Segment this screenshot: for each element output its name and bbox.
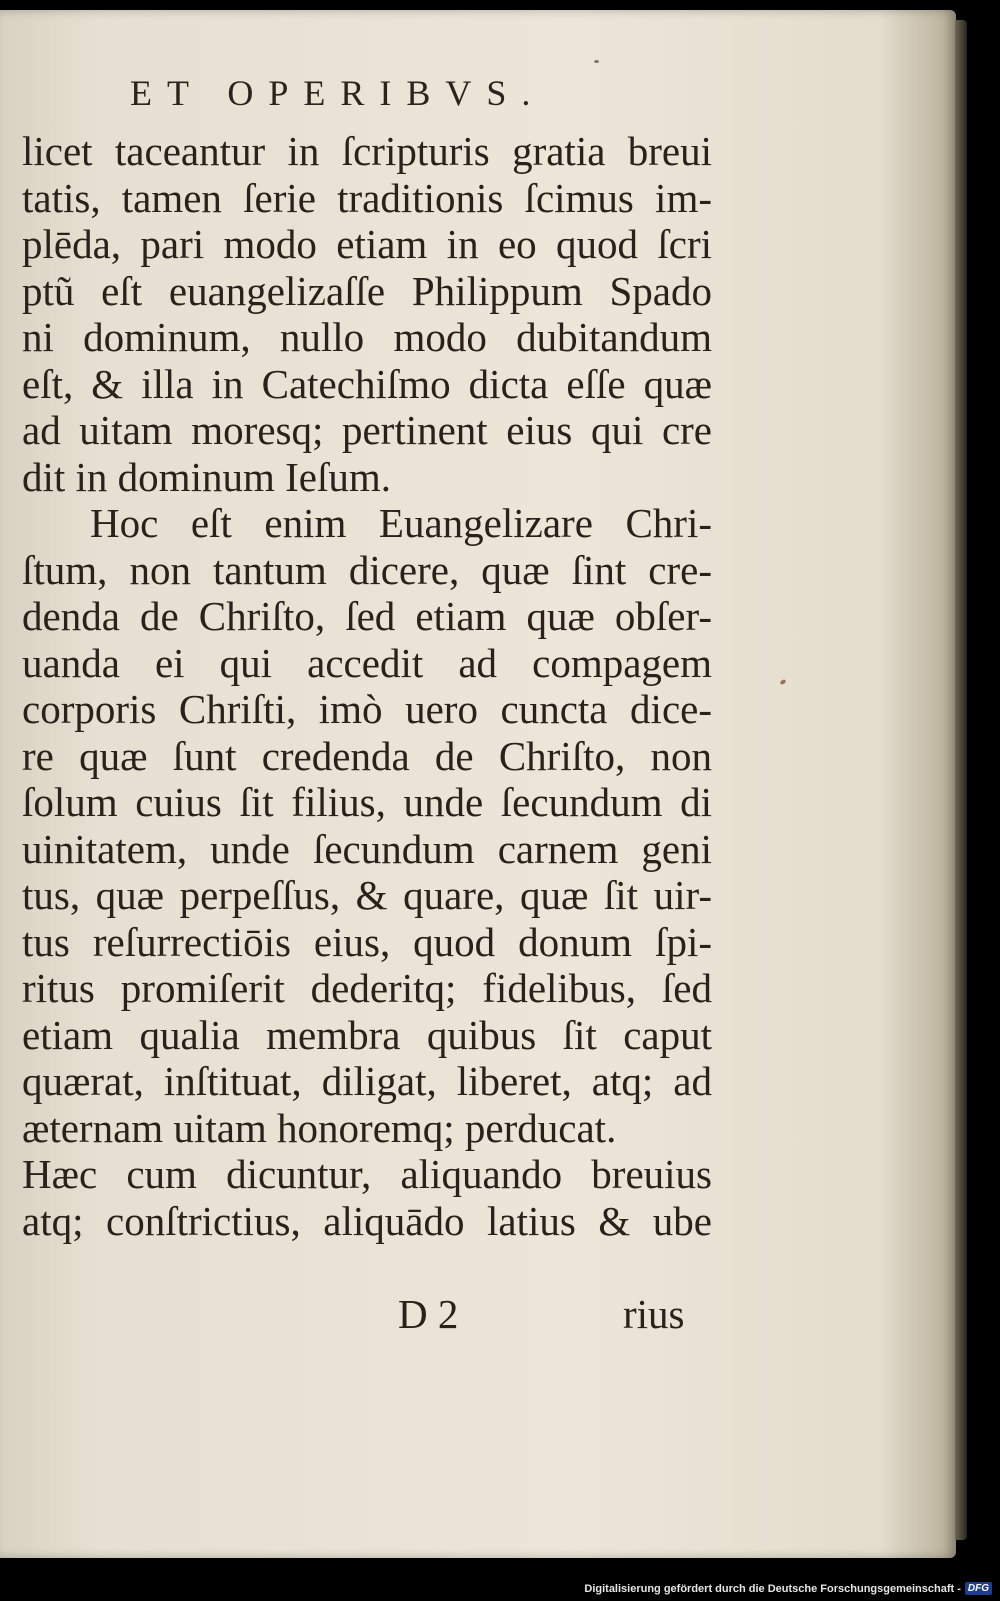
text-line: atq; conſtrictius, aliquādo latius & ube	[22, 1197, 712, 1244]
text-line: ptũ eſt euangelizaſſe Philippum Spado	[22, 267, 712, 314]
text-line: eſt, & illa in Catechiſmo dicta eſſe quæ	[22, 360, 712, 407]
running-head: ET OPERIBVS.	[130, 73, 546, 113]
paragraph-start-line: Hoc eſt enim Euangelizare Chri-	[90, 500, 712, 546]
text-line: ni dominum, nullo modo dubitandum	[22, 314, 712, 360]
text-line: uanda ei qui accedit ad compagem	[22, 639, 712, 686]
text-line: tus reſurrectiōis eius, quod donum ſpi-	[22, 918, 712, 965]
page-footer	[398, 1290, 698, 1340]
text-line: ad uitam moresq; pertinent eius qui cre	[22, 407, 712, 453]
text-line: tus, quæ perpeſſus, & quare, quæ ſit uir-	[22, 872, 712, 918]
text-line: etiam qualia membra quibus ſit caput	[22, 1011, 712, 1058]
text-line: uinitatem, unde ſecundum carnem geni	[22, 825, 712, 872]
text-line: licet taceantur in ſcripturis gratia breui	[22, 128, 712, 174]
text-line: re quæ ſunt credenda de Chriſto, non	[22, 732, 712, 779]
catchword: rius	[623, 1291, 685, 1337]
text-line: dit in dominum Ieſum.	[22, 453, 391, 500]
ink-speck	[779, 679, 786, 686]
credit-text: Digitalisierung gefördert durch die Deutsche Forschungsgemeinschaft -	[584, 1582, 961, 1595]
body-text	[22, 128, 712, 1244]
signature-mark: D 2	[398, 1291, 459, 1337]
text-line: quærat, inſtituat, diligat, liberet, atq; ad	[22, 1058, 712, 1104]
text-line: corporis Chriſti, imò uero cuncta dice-	[22, 686, 712, 732]
text-line: tatis, tamen ſerie traditionis ſcimus im-	[22, 174, 712, 221]
ink-speck	[594, 60, 599, 63]
text-line: æternam uitam honoremq; perducat.	[22, 1104, 617, 1151]
page-edge-shadow	[955, 20, 967, 1540]
text-line: ritus promiſerit dederitq; fidelibus, ſed	[22, 965, 712, 1011]
digitization-credit	[584, 1580, 992, 1597]
text-line: denda de Chriſto, ſed etiam quæ obſer-	[22, 593, 712, 639]
dfg-logo: DFG	[965, 1582, 992, 1595]
text-line: ſolum cuius ſit filius, unde ſecundum di	[22, 779, 712, 825]
text-line: ſtum, non tantum dicere, quæ ſint cre-	[22, 546, 712, 593]
text-line: Hæc cum dicuntur, aliquando breuius	[22, 1151, 712, 1197]
text-line: plēda, pari modo etiam in eo quod ſcri	[22, 221, 712, 267]
book-page	[0, 10, 956, 1558]
